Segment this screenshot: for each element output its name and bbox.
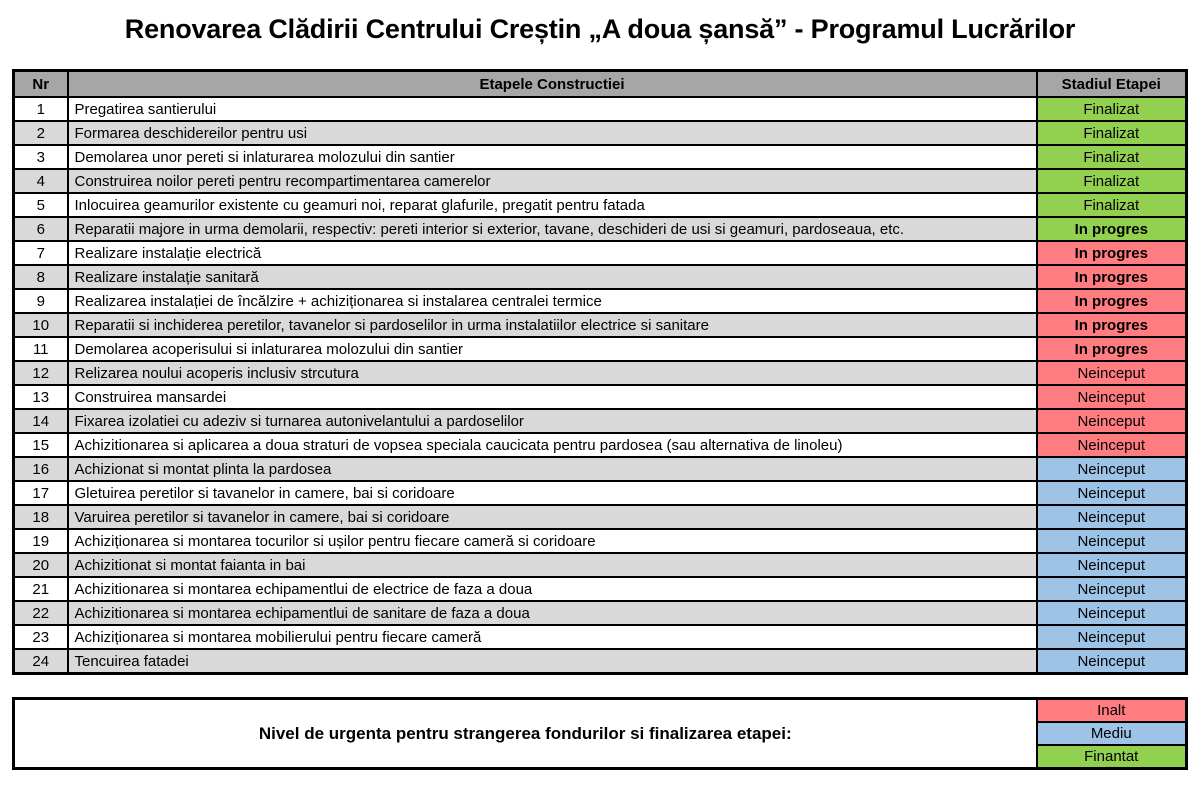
table-row — [14, 361, 1187, 385]
stage-description: Tencuirea fatadei — [68, 649, 1037, 674]
table-row — [14, 553, 1187, 577]
status-badge: Finalizat — [1037, 97, 1187, 121]
status-badge: Neinceput — [1037, 505, 1187, 529]
table-row — [14, 265, 1187, 289]
row-number: 7 — [14, 241, 68, 265]
table-row — [14, 193, 1187, 217]
table-row — [14, 409, 1187, 433]
status-badge: Neinceput — [1037, 577, 1187, 601]
table-row — [14, 217, 1187, 241]
table-row — [14, 601, 1187, 625]
status-badge: Neinceput — [1037, 625, 1187, 649]
stage-description: Demolarea acoperisului si inlaturarea molozului din santier — [68, 337, 1037, 361]
row-number: 8 — [14, 265, 68, 289]
row-number: 22 — [14, 601, 68, 625]
status-badge: Neinceput — [1037, 529, 1187, 553]
table-row — [14, 505, 1187, 529]
row-number: 23 — [14, 625, 68, 649]
stage-description: Varuirea peretilor si tavanelor in camere, bai si coridoare — [68, 505, 1037, 529]
stage-description: Achizionat si montat plinta la pardosea — [68, 457, 1037, 481]
table-row — [14, 577, 1187, 601]
table-row — [14, 457, 1187, 481]
table-row — [14, 529, 1187, 553]
status-badge: Neinceput — [1037, 601, 1187, 625]
table-row — [14, 121, 1187, 145]
stage-description: Realizare instalație sanitară — [68, 265, 1037, 289]
row-number: 2 — [14, 121, 68, 145]
stage-description: Reparatii si inchiderea peretilor, tavanelor si pardoselilor in urma instalatiilor electrice si sanitare — [68, 313, 1037, 337]
status-badge: Neinceput — [1037, 385, 1187, 409]
construction-stages-table — [12, 69, 1188, 675]
table-row — [14, 289, 1187, 313]
header-nr: Nr — [14, 71, 68, 98]
row-number: 15 — [14, 433, 68, 457]
row-number: 19 — [14, 529, 68, 553]
legend-finantat: Finantat — [1037, 745, 1187, 769]
row-number: 1 — [14, 97, 68, 121]
stage-description: Achizitionarea si montarea echipamentlui de sanitare de faza a doua — [68, 601, 1037, 625]
stage-description: Achizitionat si montat faianta in bai — [68, 553, 1037, 577]
status-badge: Neinceput — [1037, 409, 1187, 433]
status-badge: In progres — [1037, 241, 1187, 265]
stage-description: Relizarea noului acoperis inclusiv strcutura — [68, 361, 1037, 385]
row-number: 20 — [14, 553, 68, 577]
row-number: 16 — [14, 457, 68, 481]
stage-description: Demolarea unor pereti si inlaturarea molozului din santier — [68, 145, 1037, 169]
stage-description: Achizitionarea si aplicarea a doua straturi de vopsea speciala caucicata pentru pardosea (sau alternativa de linoleu) — [68, 433, 1037, 457]
stage-description: Formarea deschidereilor pentru usi — [68, 121, 1037, 145]
row-number: 12 — [14, 361, 68, 385]
row-number: 10 — [14, 313, 68, 337]
row-number: 17 — [14, 481, 68, 505]
status-badge: Neinceput — [1037, 361, 1187, 385]
status-badge: Neinceput — [1037, 457, 1187, 481]
status-badge: Finalizat — [1037, 121, 1187, 145]
urgency-label: Nivel de urgenta pentru strangerea fondurilor si finalizarea etapei: — [14, 699, 1037, 769]
header-status: Stadiul Etapei — [1037, 71, 1187, 98]
stage-description: Fixarea izolatiei cu adeziv si turnarea autonivelantului a pardoselilor — [68, 409, 1037, 433]
status-badge: In progres — [1037, 337, 1187, 361]
stage-description: Achiziționarea si montarea mobilierului pentru fiecare cameră — [68, 625, 1037, 649]
status-badge: Neinceput — [1037, 649, 1187, 674]
status-badge: Neinceput — [1037, 481, 1187, 505]
row-number: 11 — [14, 337, 68, 361]
row-number: 13 — [14, 385, 68, 409]
table-row — [14, 481, 1187, 505]
urgency-legend-table — [12, 697, 1188, 770]
stage-description: Realizarea instalației de încălzire + achiziționarea si instalarea centralei termice — [68, 289, 1037, 313]
page-title: Renovarea Clădirii Centrului Creștin „A doua șansă” - Programul Lucrărilor — [124, 14, 1076, 44]
row-number: 9 — [14, 289, 68, 313]
row-number: 24 — [14, 649, 68, 674]
status-badge: In progres — [1037, 313, 1187, 337]
table-row — [14, 241, 1187, 265]
status-badge: In progres — [1037, 289, 1187, 313]
stage-description: Realizare instalație electrică — [68, 241, 1037, 265]
status-badge: Finalizat — [1037, 169, 1187, 193]
table-row — [14, 385, 1187, 409]
table-row — [14, 313, 1187, 337]
row-number: 18 — [14, 505, 68, 529]
table-header-row — [14, 71, 1187, 98]
stage-description: Construirea noilor pereti pentru recompartimentarea camerelor — [68, 169, 1037, 193]
status-badge: In progres — [1037, 265, 1187, 289]
legend-inalt: Inalt — [1037, 699, 1187, 723]
stage-description: Inlocuirea geamurilor existente cu geamuri noi, reparat glafurile, pregatit pentru fatada — [68, 193, 1037, 217]
table-row — [14, 145, 1187, 169]
stage-description: Pregatirea santierului — [68, 97, 1037, 121]
stage-description: Achizitionarea si montarea echipamentlui de electrice de faza a doua — [68, 577, 1037, 601]
table-row — [14, 625, 1187, 649]
table-row — [14, 97, 1187, 121]
header-stage: Etapele Constructiei — [68, 71, 1037, 98]
status-badge: Finalizat — [1037, 193, 1187, 217]
row-number: 4 — [14, 169, 68, 193]
row-number: 6 — [14, 217, 68, 241]
table-row — [14, 649, 1187, 674]
stage-description: Achiziționarea si montarea tocurilor si ușilor pentru fiecare cameră si coridoare — [68, 529, 1037, 553]
row-number: 14 — [14, 409, 68, 433]
table-row — [14, 337, 1187, 361]
legend-row — [14, 699, 1187, 723]
table-row — [14, 433, 1187, 457]
stage-description: Reparatii majore in urma demolarii, respectiv: pereti interior si exterior, tavane, deschideri de usi si geamuri, pardoseaua, etc. — [68, 217, 1037, 241]
status-badge: Neinceput — [1037, 553, 1187, 577]
row-number: 21 — [14, 577, 68, 601]
status-badge: Finalizat — [1037, 145, 1187, 169]
stage-description: Gletuirea peretilor si tavanelor in camere, bai si coridoare — [68, 481, 1037, 505]
table-row — [14, 169, 1187, 193]
legend-mediu: Mediu — [1037, 722, 1187, 745]
status-badge: Neinceput — [1037, 433, 1187, 457]
row-number: 5 — [14, 193, 68, 217]
stage-description: Construirea mansardei — [68, 385, 1037, 409]
status-badge: In progres — [1037, 217, 1187, 241]
row-number: 3 — [14, 145, 68, 169]
